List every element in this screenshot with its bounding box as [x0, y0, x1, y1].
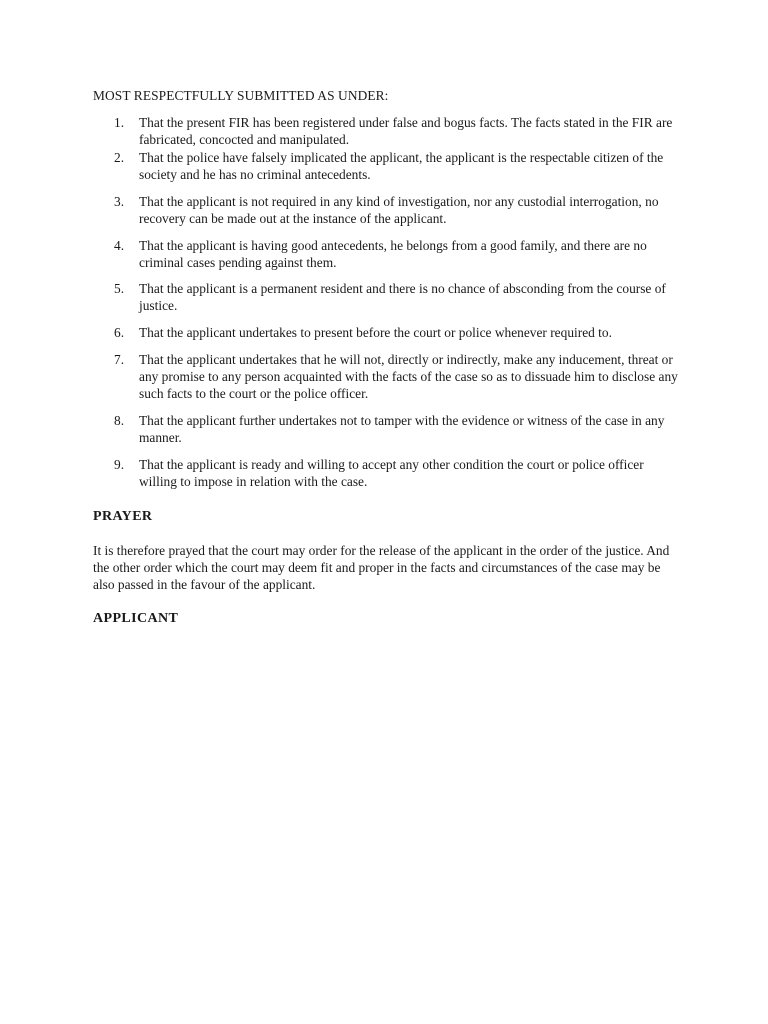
list-item-text: That the applicant is a permanent resident and there is no chance of absconding from the course of justice. [139, 281, 666, 314]
list-item-text: That the applicant is having good antecedents, he belongs from a good family, and there are no criminal cases pending against them. [139, 237, 647, 270]
applicant-heading: APPLICANT [93, 610, 179, 626]
prayer-heading: PRAYER [93, 508, 153, 524]
list-item [93, 456, 678, 490]
list-item-number: 9. [114, 456, 125, 472]
list-item-number: 7. [114, 351, 125, 367]
list-item-number: 3. [114, 193, 125, 209]
list-item [93, 412, 678, 446]
list-item-text: That the applicant is not required in any kind of investigation, nor any custodial interrogation, no recovery can be made out at the instance of the applicant. [139, 193, 659, 226]
intro-heading: MOST RESPECTFULLY SUBMITTED AS UNDER: [93, 88, 389, 103]
list-item-text: That the applicant undertakes that he will not, directly or indirectly, make any inducement, threat or any promise to any person acquainted with the facts of the case so as to dissuade him to disclose any such facts to the court or the police officer. [139, 351, 678, 401]
list-item [93, 237, 678, 271]
list-item-text: That the police have falsely implicated the applicant, the applicant is the respectable citizen of the society and he has no criminal antecedents. [139, 150, 664, 182]
list-item-number: 8. [114, 412, 125, 428]
list-item-number: 4. [114, 237, 125, 253]
list-item-number: 5. [114, 281, 125, 297]
list-item-number: 6. [114, 325, 125, 341]
list-item [93, 351, 678, 402]
document-body [93, 87, 678, 627]
list-item [93, 193, 678, 227]
list-item [93, 324, 678, 341]
list-item-number: 2. [114, 150, 125, 165]
list-item [93, 280, 678, 314]
list-item-text: That the present FIR has been registered under false and bogus facts. The facts stated in the FIR are fabricated, concocted and manipulated. [139, 115, 673, 147]
prayer-paragraph: It is therefore prayed that the court may order for the release of the applicant in the order of the justice. And the other order which the court may deem fit and proper in the facts and circumstances of the case may be also passed in the favour of the applicant. [93, 542, 670, 592]
list-item [93, 149, 678, 183]
submission-points-list [93, 114, 678, 490]
list-item-text: That the applicant undertakes to present before the court or police whenever required to. [139, 325, 612, 341]
list-item-text: That the applicant is ready and willing to accept any other condition the court or police officer willing to impose in relation with the case. [139, 456, 644, 489]
list-item-number: 1. [114, 115, 125, 130]
list-item-text: That the applicant further undertakes not to tamper with the evidence or witness of the case in any manner. [139, 412, 665, 445]
list-item [93, 114, 678, 148]
